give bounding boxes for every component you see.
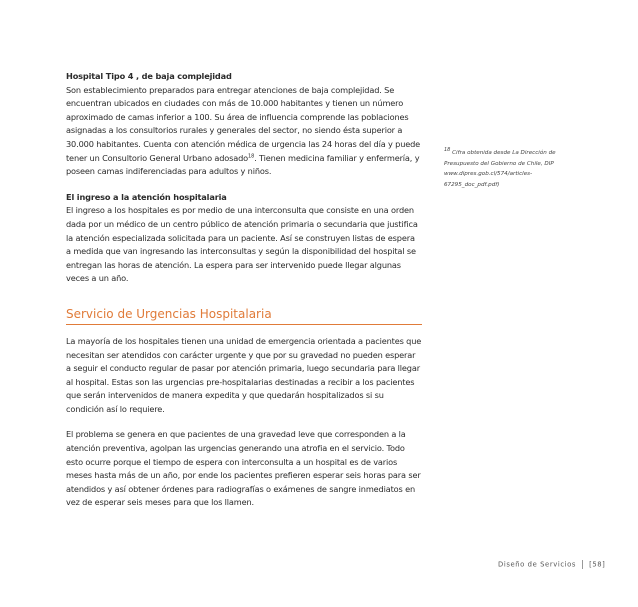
footer-separator [582,560,583,569]
hospital-type-body-text: Son establecimiento preparados para entregar atenciones de baja complejidad. Se encuentran ubicados en ciudades con más de 10.000 habitantes y tienen un número aproximado de camas inferior a 100. Su área de influencia comprende las poblaciones asignadas a los consultorios rurales y generales del sector, no siendo ésta superior a 30.000 habitantes. Cuenta con atención médica de urgencia las 24 horas del día y puede tener un Consultorio General Urbano adosado [66,84,421,163]
urgencias-paragraph-2: El problema se genera en que pacientes de una gravedad leve que corresponden a la atención preventiva, agolpan las urgencias generando una atrofia en el servicio. Todo esto ocurre porque el tiempo de espera con interconsulta a un hospital es de varios meses hasta más de un año, por ende los pacientes prefieren esperar seis horas para ser atendidos y así obtener órdenes para radiografías o exámenes de sangre inmediatos en vez de esperar seis meses para que los llamen. [66,429,421,508]
hospital-type-body [66,84,422,179]
urgencias-paragraph-1: La mayoría de los hospitales tienen una unidad de emergencia orientada a pacientes que necesitan ser atendidos con carácter urgente y que por su gravedad no pueden esperar a seguir el conducto regular de pasar por atención primaria, luego secundaria para llegar al hospital. Estas son las urgencias pre-hospitalarias destinadas a recibir a los pacientes que serán intervenidos de manera expedita y que quedarán hospitalizados si su condición así lo requiere. [66,335,422,414]
sidenote-number: 18 [444,147,451,154]
footer-label: Diseño de Servicios [498,560,577,569]
page-number: [58] [589,560,606,569]
urgencias-section-title: Servicio de Urgencias Hospitalaria [66,306,272,321]
sidenote-footnote [444,148,584,190]
hospital-admission-heading: El ingreso a la atención hospitalaria [66,191,227,202]
hospital-type-body-end: . Tienen medicina familiar y enfermería, y poseen camas indiferenciadas para adultos y niños. [66,152,420,177]
page-footer [498,560,605,569]
hospital-type-heading: Hospital Tipo 4 , de baja complejidad [66,71,232,81]
hospital-admission-body: El ingreso a los hospitales es por medio de una interconsulta que consiste en una orden dada por un médico de un centro público de atención primaria o secundaria que justifica la atención especializada solicitada para un paciente. Así se construyen listas de espera a medida que van ingresando las interconsultas y según la disponibilidad del hospital se entregan las horas de atención. La espera para ser intervenido puede llegar algunas veces a un año. [66,205,418,284]
footnote-ref: 18 [248,152,255,159]
section-title-divider [66,324,422,325]
sidenote-text: Cifra obtenida desde La Dirección de Presupuesto del Gobierno de Chile, DIP www.dipres.gob.cl/574/articles-67295_doc_pdf.pdf) [444,150,556,188]
main-column [66,70,422,510]
